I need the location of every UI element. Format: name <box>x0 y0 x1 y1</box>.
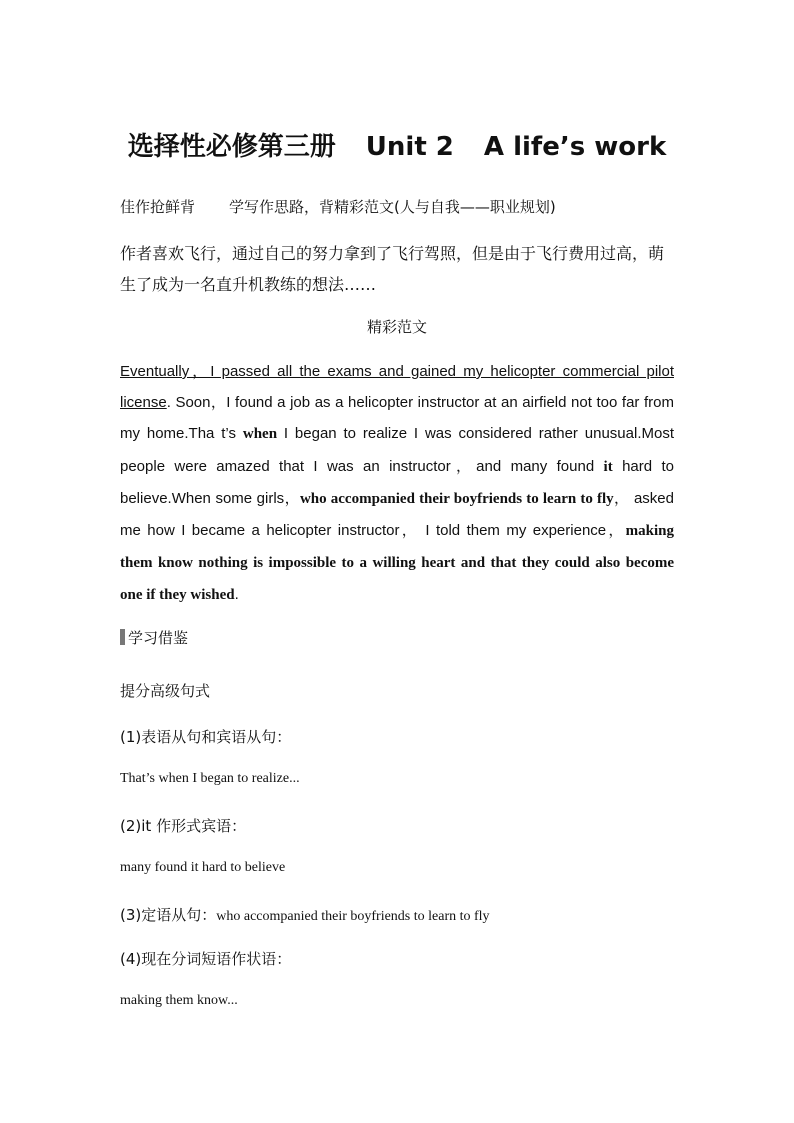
essay-bold-it: it <box>603 458 613 475</box>
subheader-label: 佳作抢鲜背 <box>120 198 196 216</box>
essay-text: . Soon，I found a job as a helicopter instructor at an airfield not too far from my home.Tha t’s <box>120 394 674 443</box>
note-example: That’s when I began to realize... <box>120 771 300 786</box>
essay-bold-when: when <box>242 426 278 443</box>
essay-text: ， asked me how I became a helicopter instructor， I told them my experience， <box>120 489 674 540</box>
essay-text: . <box>234 586 239 604</box>
title-unit: Unit 2 <box>365 132 454 162</box>
note-example: who accompanied their boyfriends to learn to fly <box>216 909 490 924</box>
subheader <box>120 196 556 217</box>
note-label: (2)it 作形式宾语： <box>120 817 247 835</box>
intro-paragraph: 作者喜欢飞行，通过自己的努力拿到了飞行驾照，但是由于飞行费用过高，萌生了成为一名直升机教练的想法…… <box>120 244 665 294</box>
essay-text: hard to believe.When some girls， <box>120 457 674 507</box>
note-example: making them know... <box>120 993 238 1008</box>
title-book: 选择性必修第三册 <box>127 132 336 162</box>
essay-heading: 精彩范文 <box>366 318 427 336</box>
essay-bold-who-clause: who accompanied their boyfriends to learn to fly <box>299 490 614 507</box>
essay-bold-making-phrase: making them know nothing is impossible to a willing heart and that they could also become one if they wished <box>120 523 674 604</box>
notes-heading: 提分高级句式 <box>120 682 211 700</box>
essay-text: I began to realize I was considered rather unusual.Most people were amazed that I was an instructor，and many found <box>120 425 675 475</box>
note-example: many found it hard to believe <box>120 860 286 875</box>
essay-underlined-sentence: Eventually，I passed all the exams and gained my helicopter commercial pilot license <box>120 363 674 412</box>
note-label: (4)现在分词短语作状语： <box>120 950 292 968</box>
section-title: 学习借鉴 <box>128 629 189 647</box>
note-label: (3)定语从句： <box>120 906 217 924</box>
note-label: (1)表语从句和宾语从句： <box>120 728 292 746</box>
note-row <box>120 904 490 925</box>
section-heading <box>120 627 188 648</box>
essay-paragraph <box>120 356 674 612</box>
bar-marker-icon <box>120 629 125 645</box>
page-title <box>0 126 794 163</box>
subheader-desc: 学写作思路，背精彩范文(人与自我——职业规划) <box>229 198 556 216</box>
title-topic: A life’s work <box>483 132 667 162</box>
